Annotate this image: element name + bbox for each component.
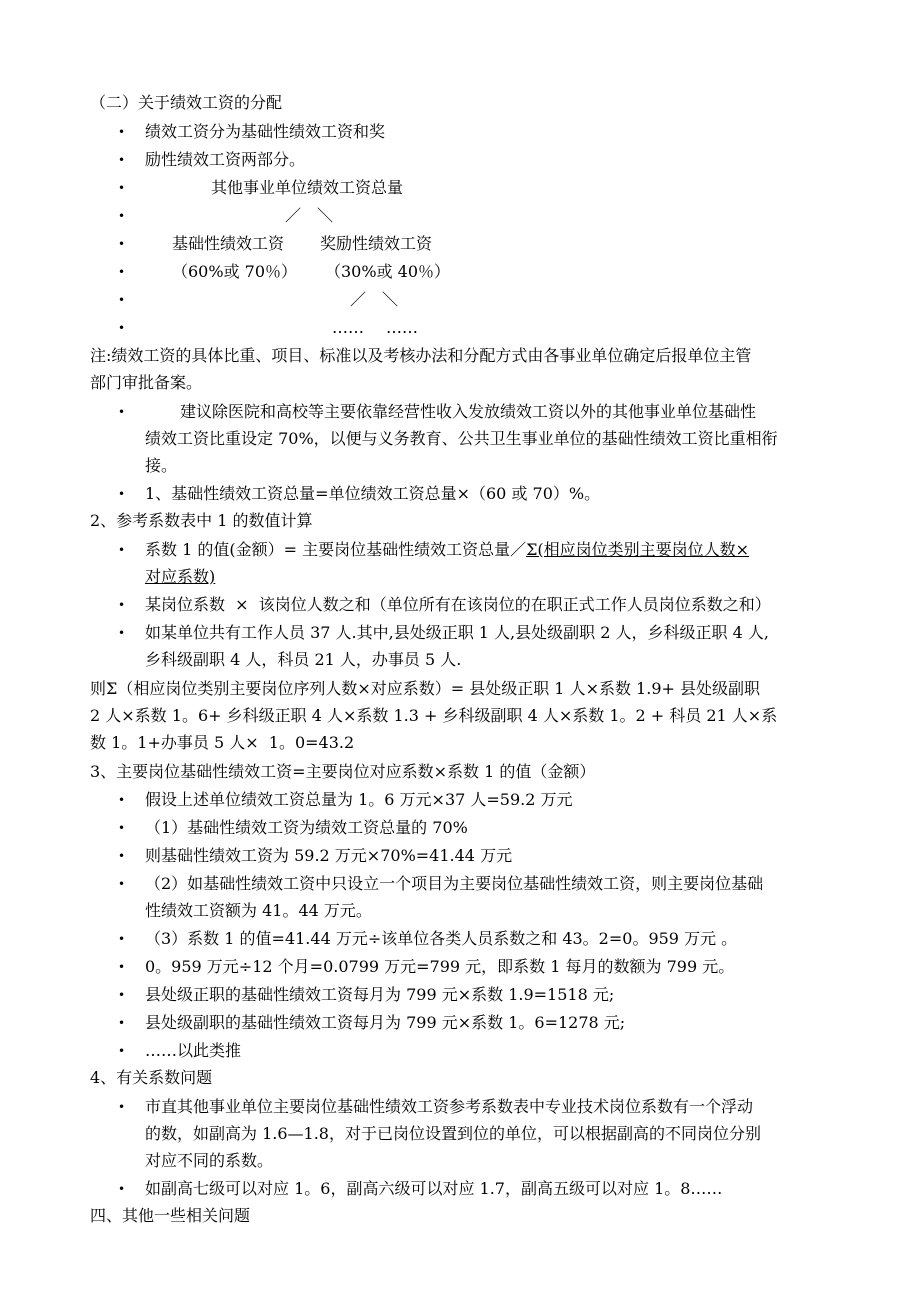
bullet-glyph: • (118, 321, 126, 335)
sec3-heading: 3、主要岗位基础性绩效工资=主要岗位对应系数×系数 1 的值（金额） (90, 762, 596, 781)
sec2-heading: 2、参考系数表中 1 的数值计算 (90, 511, 313, 530)
sec3-bullet-4-line-1: （2）如基础性绩效工资中只设立一个项目为主要岗位基础性绩效工资，则主要岗位基础 (145, 874, 764, 893)
sec3-bullet-8: 县处级副职的基础性绩效工资每月为 799 元×系数 1。6=1278 元; (145, 1013, 626, 1032)
sec3-bullet-5: （3）系数 1 的值=41.44 万元÷该单位各类人员系数之和 43。2=0。959 万元 。 (145, 929, 738, 948)
bullet-glyph: • (118, 181, 126, 195)
bullet-glyph: • (118, 543, 126, 557)
note-line-2: 部门审批备案。 (90, 373, 203, 392)
sec3-bullet-3: 则基础性绩效工资为 59.2 万元×70%=41.44 万元 (145, 846, 513, 865)
sec2-bullet-2: 某岗位系数 × 该岗位人数之和（单位所有在该岗位的在职正式工作人员岗位系数之和） (145, 595, 771, 614)
sec2-calc-line-3: 数 1。1+办事员 5 人× 1。0=43.2 (90, 733, 355, 752)
bullet-glyph: • (118, 960, 126, 974)
tree-right-pct: （30%或 40％） (325, 262, 451, 281)
bullet-glyph: • (118, 265, 126, 279)
tree-branch-2: ／ ＼ (350, 290, 399, 309)
proposal-line-1: 建议除医院和高校等主要依靠经营性收入发放绩效工资以外的其他事业单位基础性 (180, 402, 757, 421)
sec3-bullet-6: 0。959 万元÷12 个月=0.0799 万元=799 元，即系数 1 每月的数额为 799 元。 (145, 957, 735, 976)
tree-left-pct: （60%或 70％） (172, 262, 298, 281)
proposal-line-2: 绩效工资比重设定 70%，以便与义务教育、公共卫生事业单位的基础性绩效工资比重相衔 (145, 429, 778, 448)
sec2-calc-line-1: 则Σ（相应岗位类别主要岗位序列人数×对应系数）= 县处级正职 1 人×系数 1.9+ 县处级副职 (90, 679, 760, 698)
sec3-bullet-1: 假设上述单位绩效工资总量为 1。6 万元×37 人=59.2 万元 (145, 790, 573, 809)
bullet-glyph: • (118, 237, 126, 251)
sec2-b1-underline-1: Σ(相应岗位类别主要岗位人数× (526, 540, 750, 559)
bullet-glyph: • (118, 932, 126, 946)
sec4-bullet-1-line-1: 市直其他事业单位主要岗位基础性绩效工资参考系数表中专业技术岗位系数有一个浮动 (145, 1097, 754, 1116)
sec4-bullet-1-line-3: 对应不同的系数。 (145, 1151, 274, 1170)
bullet-glyph: • (118, 1100, 126, 1114)
sec3-bullet-4-line-2: 性绩效工资额为 41。44 万元。 (145, 901, 372, 920)
sec2-b1-underline-2: 对应系数) (145, 567, 216, 586)
section-title: （二）关于绩效工资的分配 (90, 93, 283, 112)
bullet-glyph: • (118, 487, 126, 501)
sec4-bullet-1-line-2: 的数，如副高为 1.6—1.8，对于已岗位设置到位的单位，可以根据副高的不同岗位分别 (145, 1124, 761, 1143)
intro-bullet-2: 励性绩效工资两部分。 (145, 150, 306, 169)
tree-root: 其他事业单位绩效工资总量 (211, 178, 404, 197)
tree-ellipsis-left: …… (332, 318, 364, 337)
bullet-glyph: • (118, 293, 126, 307)
bullet-glyph: • (118, 988, 126, 1002)
sec5-heading: 四、其他一些相关问题 (90, 1206, 251, 1225)
sec2-bullet-3-line-2: 乡科级副职 4 人，科员 21 人，办事员 5 人. (145, 650, 462, 669)
bullet-glyph: • (118, 1182, 126, 1196)
intro-bullet-1: 绩效工资分为基础性绩效工资和奖 (145, 122, 386, 141)
tree-left-node: 基础性绩效工资 (172, 234, 285, 253)
bullet-glyph: • (118, 209, 126, 223)
sec3-bullet-2: （1）基础性绩效工资为绩效工资总量的 70% (145, 818, 468, 837)
bullet-glyph: • (118, 125, 126, 139)
bullet-glyph: • (118, 849, 126, 863)
sec3-bullet-9: ……以此类推 (145, 1041, 242, 1060)
tree-ellipsis-right: …… (386, 318, 418, 337)
sec4-bullet-2: 如副高七级可以对应 1。6，副高六级可以对应 1.7，副高五级可以对应 1。8…… (145, 1179, 723, 1198)
bullet-glyph: • (118, 1016, 126, 1030)
sec3-bullet-7: 县处级正职的基础性绩效工资每月为 799 元×系数 1.9=1518 元; (145, 985, 615, 1004)
formula-base-total: 1、基础性绩效工资总量=单位绩效工资总量×（60 或 70）%。 (145, 484, 601, 503)
sec2-bullet-1 (145, 540, 749, 560)
bullet-glyph: • (118, 153, 126, 167)
note-line-1: 注:绩效工资的具体比重、项目、标准以及考核办法和分配方式由各事业单位确定后报单位主管 (90, 346, 752, 365)
bullet-glyph: • (118, 598, 126, 612)
bullet-glyph: • (118, 793, 126, 807)
sec2-bullet-3-line-1: 如某单位共有工作人员 37 人.其中,县处级正职 1 人,县处级副职 2 人，乡科级正职 4 人, (145, 623, 769, 642)
bullet-glyph: • (118, 877, 126, 891)
tree-right-node: 奖励性绩效工资 (320, 234, 433, 253)
proposal-line-3: 接。 (145, 456, 178, 475)
sec2-calc-line-2: 2 人×系数 1。6+ 乡科级正职 4 人×系数 1.3 + 乡科级副职 4 人×系数 1。2 + 科员 21 人×系 (90, 706, 778, 725)
sec2-b1-prefix: 系数 1 的值(金额）= 主要岗位基础性绩效工资总量／ (145, 540, 527, 559)
sec4-heading: 4、有关系数问题 (90, 1068, 213, 1087)
bullet-glyph: • (118, 1044, 126, 1058)
tree-branch-1: ／ ＼ (285, 206, 334, 225)
bullet-glyph: • (118, 821, 126, 835)
bullet-glyph: • (118, 405, 126, 419)
bullet-glyph: • (118, 626, 126, 640)
